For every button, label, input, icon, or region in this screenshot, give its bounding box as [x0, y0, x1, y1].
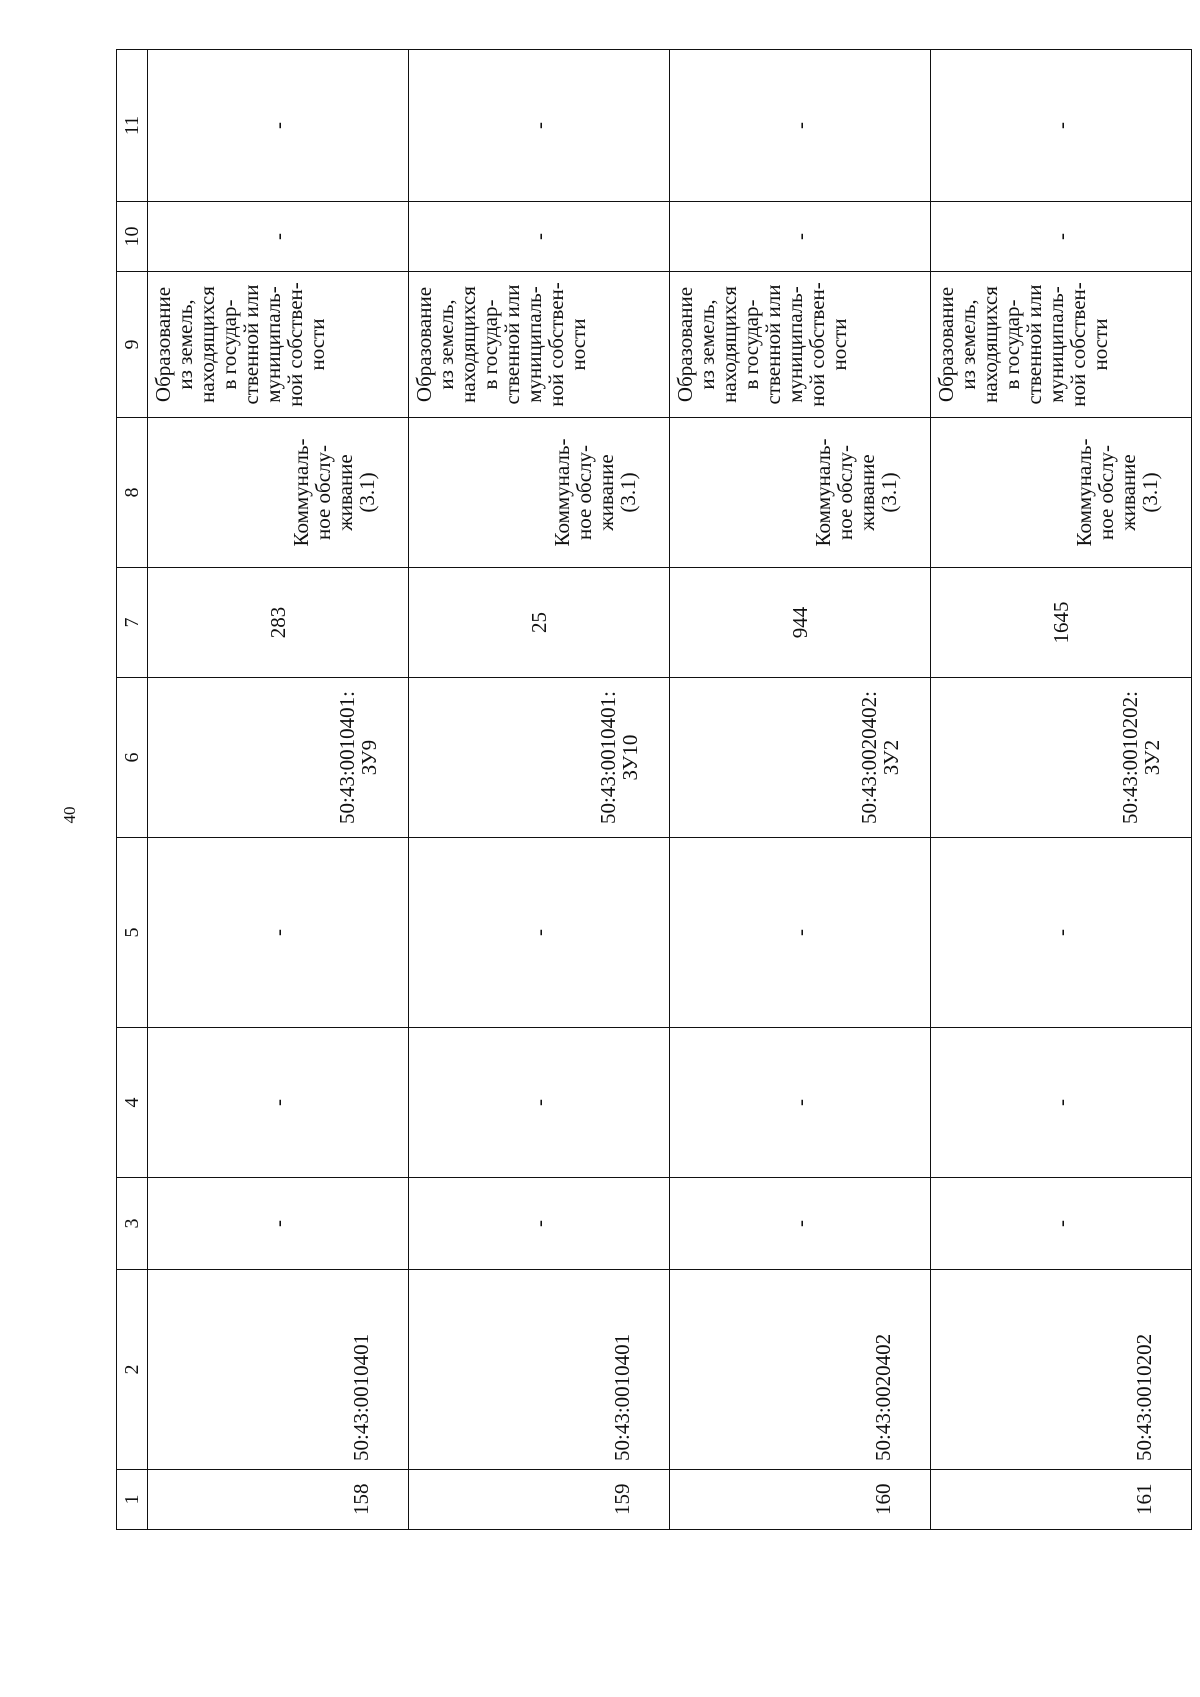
land-use-cell-line: (3.1) — [354, 472, 379, 513]
land-use-cell-line: живание — [332, 454, 357, 531]
col4-cell: - — [931, 1028, 1192, 1178]
formation-method-cell-line: ной собствен- — [283, 282, 308, 407]
rotated-table-wrap — [116, 50, 1164, 1530]
land-use-cell-line: живание — [593, 454, 618, 531]
formation-method-cell-line: находящихся — [978, 286, 1003, 403]
col-header-11: 11 — [117, 50, 148, 202]
land-use-cell — [931, 418, 1192, 568]
land-use-cell-line: (3.1) — [1137, 472, 1162, 513]
plot-id-cell — [409, 678, 670, 838]
formation-method-cell-line: муниципаль- — [783, 286, 808, 403]
page-number: 40 — [60, 806, 79, 824]
formation-method-cell-line: ности — [827, 318, 852, 371]
quarter-code-cell: 50:43:0010401 — [148, 1270, 409, 1470]
plot-id-cell-line: 50:43:0020402: — [856, 691, 881, 825]
land-use-cell-line: живание — [1115, 454, 1140, 531]
col5-cell: - — [148, 838, 409, 1028]
formation-method-cell-line: находящихся — [456, 286, 481, 403]
col-header-3: 3 — [117, 1178, 148, 1270]
formation-method-cell — [670, 272, 931, 418]
area-cell: 25 — [409, 568, 670, 678]
col-header-8: 8 — [117, 418, 148, 568]
col11-cell: - — [670, 50, 931, 202]
row-number-cell: 160 — [670, 1470, 931, 1530]
formation-method-cell-line: ности — [305, 318, 330, 371]
area-cell: 944 — [670, 568, 931, 678]
area-cell: 1645 — [931, 568, 1192, 678]
col-header-4: 4 — [117, 1028, 148, 1178]
row-number-cell: 159 — [409, 1470, 670, 1530]
col3-cell: - — [931, 1178, 1192, 1270]
land-use-cell-line: живание — [854, 454, 879, 531]
col-header-5: 5 — [117, 838, 148, 1028]
formation-method-cell-line: в государ- — [217, 299, 242, 390]
formation-method-cell-line: ной собствен- — [805, 282, 830, 407]
formation-method-cell — [931, 272, 1192, 418]
col4-cell: - — [148, 1028, 409, 1178]
col11-cell: - — [148, 50, 409, 202]
plot-id-cell — [931, 678, 1192, 838]
land-use-cell-line: Коммуналь- — [549, 438, 574, 547]
formation-method-cell-line: муниципаль- — [1044, 286, 1069, 403]
header-row — [117, 50, 148, 1530]
table-container — [116, 50, 1164, 1530]
plot-id-cell-line: 50:43:0010401: — [595, 691, 620, 825]
land-use-cell-line: ное обслу- — [1093, 444, 1118, 541]
formation-method-cell-line: в государ- — [739, 299, 764, 390]
formation-method-cell-line: ственной или — [1022, 284, 1047, 405]
land-use-cell-line: Коммуналь- — [288, 438, 313, 547]
formation-method-cell-line: Образование — [151, 286, 175, 403]
col10-cell: - — [670, 202, 931, 272]
col10-cell: - — [409, 202, 670, 272]
land-use-cell-line: ное обслу- — [571, 444, 596, 541]
formation-method-cell — [409, 272, 670, 418]
formation-method-cell-line: из земель, — [173, 299, 198, 390]
formation-method-cell-line: из земель, — [434, 299, 459, 390]
formation-method-cell-line: находящихся — [717, 286, 742, 403]
col4-cell: - — [409, 1028, 670, 1178]
col4-cell: - — [670, 1028, 931, 1178]
formation-method-cell-line: ности — [1088, 318, 1113, 371]
table-row — [670, 50, 931, 1530]
plot-id-cell-line: 50:43:0010401: — [334, 691, 359, 825]
col-header-7: 7 — [117, 568, 148, 678]
formation-method-cell-line: муниципаль- — [261, 286, 286, 403]
col-header-1: 1 — [117, 1470, 148, 1530]
land-plots-table — [116, 49, 1192, 1530]
area-cell: 283 — [148, 568, 409, 678]
land-use-cell-line: (3.1) — [615, 472, 640, 513]
land-use-cell — [148, 418, 409, 568]
formation-method-cell-line: из земель, — [956, 299, 981, 390]
formation-method-cell-line: из земель, — [695, 299, 720, 390]
col10-cell: - — [148, 202, 409, 272]
land-use-cell-line: (3.1) — [876, 472, 901, 513]
table-row — [148, 50, 409, 1530]
row-number-cell: 161 — [931, 1470, 1192, 1530]
formation-method-cell-line: ности — [566, 318, 591, 371]
formation-method-cell-line: в государ- — [478, 299, 503, 390]
plot-id-cell-line: ЗУ9 — [356, 739, 381, 776]
table-row — [931, 50, 1192, 1530]
formation-method-cell-line: Образование — [934, 286, 958, 403]
col3-cell: - — [148, 1178, 409, 1270]
formation-method-cell-line: ной собствен- — [1066, 282, 1091, 407]
row-number-cell: 158 — [148, 1470, 409, 1530]
table-row — [409, 50, 670, 1530]
col11-cell: - — [409, 50, 670, 202]
plot-id-cell-line: ЗУ2 — [1139, 739, 1164, 776]
plot-id-cell-line: 50:43:0010202: — [1117, 691, 1142, 825]
col-header-2: 2 — [117, 1270, 148, 1470]
col11-cell: - — [931, 50, 1192, 202]
quarter-code-cell: 50:43:0010401 — [409, 1270, 670, 1470]
formation-method-cell-line: ной собствен- — [544, 282, 569, 407]
formation-method-cell-line: в государ- — [1000, 299, 1025, 390]
plot-id-cell — [670, 678, 931, 838]
land-use-cell-line: Коммуналь- — [1071, 438, 1096, 547]
land-use-cell-line: Коммуналь- — [810, 438, 835, 547]
formation-method-cell — [148, 272, 409, 418]
col5-cell: - — [670, 838, 931, 1028]
col5-cell: - — [409, 838, 670, 1028]
formation-method-cell-line: ственной или — [239, 284, 264, 405]
plot-id-cell-line: ЗУ2 — [878, 739, 903, 776]
col-header-9: 9 — [117, 272, 148, 418]
formation-method-cell-line: находящихся — [195, 286, 220, 403]
plot-id-cell — [148, 678, 409, 838]
formation-method-cell-line: муниципаль- — [522, 286, 547, 403]
formation-method-cell-line: Образование — [412, 286, 436, 403]
col3-cell: - — [409, 1178, 670, 1270]
formation-method-cell-line: Образование — [673, 286, 697, 403]
land-use-cell-line: ное обслу- — [832, 444, 857, 541]
land-use-cell — [409, 418, 670, 568]
plot-id-cell-line: ЗУ10 — [617, 734, 642, 781]
land-use-cell — [670, 418, 931, 568]
quarter-code-cell: 50:43:0010202 — [931, 1270, 1192, 1470]
col10-cell: - — [931, 202, 1192, 272]
col3-cell: - — [670, 1178, 931, 1270]
land-use-cell-line: ное обслу- — [310, 444, 335, 541]
col5-cell: - — [931, 838, 1192, 1028]
quarter-code-cell: 50:43:0020402 — [670, 1270, 931, 1470]
col-header-10: 10 — [117, 202, 148, 272]
formation-method-cell-line: ственной или — [761, 284, 786, 405]
col-header-6: 6 — [117, 678, 148, 838]
formation-method-cell-line: ственной или — [500, 284, 525, 405]
